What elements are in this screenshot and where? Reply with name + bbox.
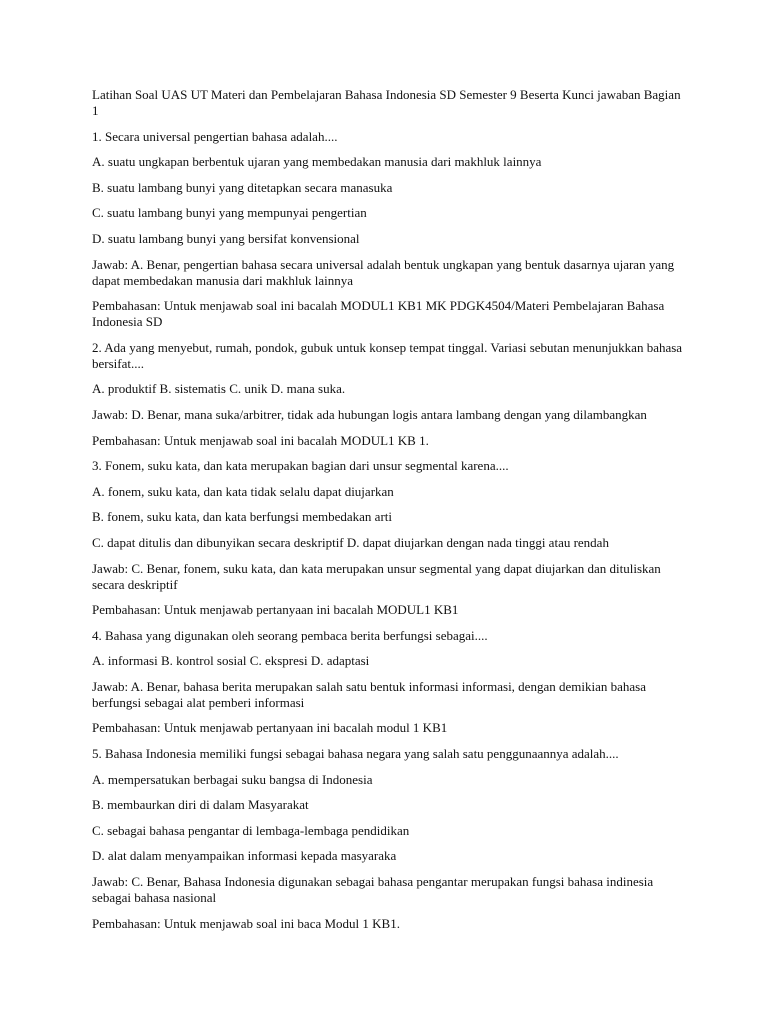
question-1-answer: Jawab: A. Benar, pengertian bahasa secara universal adalah bentuk ungkapan yang bentuk dasarnya ujaran yang dapat membedakan manusia dari makhluk lainnya xyxy=(92,256,675,288)
question-4-options: A. informasi B. kontrol sosial C. ekspresi D. adaptasi xyxy=(92,653,370,669)
question-5-option-a: A. mempersatukan berbagai suku bangsa di Indonesia xyxy=(92,771,373,787)
question-2-answer: Jawab: D. Benar, mana suka/arbitrer, tidak ada hubungan logis antara lambang dengan yang dilambangkan xyxy=(92,406,647,422)
question-3-option-b: B. fonem, suku kata, dan kata berfungsi membedakan arti xyxy=(92,509,392,525)
question-5-option-d: D. alat dalam menyampaikan informasi kepada masyaraka xyxy=(92,848,397,864)
question-4: 4. Bahasa yang digunakan oleh seorang pembaca berita berfungsi sebagai.... xyxy=(92,627,488,643)
question-1: 1. Secara universal pengertian bahasa adalah.... xyxy=(92,128,338,144)
question-3-option-c-d: C. dapat ditulis dan dibunyikan secara deskriptif D. dapat diujarkan dengan nada tinggi atau rendah xyxy=(92,534,609,550)
question-5-answer: Jawab: C. Benar, Bahasa Indonesia digunakan sebagai bahasa pengantar merupakan fungsi bahasa indinesia sebagai bahasa nasional xyxy=(92,874,654,906)
question-2-options: A. produktif B. sistematis C. unik D. mana suka. xyxy=(92,381,346,397)
question-3: 3. Fonem, suku kata, dan kata merupakan bagian dari unsur segmental karena.... xyxy=(92,458,509,474)
question-2-discussion: Pembahasan: Untuk menjawab soal ini bacalah MODUL1 KB 1. xyxy=(92,432,429,448)
document-body xyxy=(92,87,684,941)
question-5-option-b: B. membaurkan diri di dalam Masyarakat xyxy=(92,797,309,813)
question-3-answer: Jawab: C. Benar, fonem, suku kata, dan kata merupakan unsur segmental yang dapat diujarkan dan dituliskan secara deskriptif xyxy=(92,560,661,592)
question-1-option-b: B. suatu lambang bunyi yang ditetapkan secara manasuka xyxy=(92,179,393,195)
question-3-discussion: Pembahasan: Untuk menjawab pertanyaan ini bacalah MODUL1 KB1 xyxy=(92,602,459,618)
question-1-option-d: D. suatu lambang bunyi yang bersifat konvensional xyxy=(92,230,360,246)
question-4-discussion: Pembahasan: Untuk menjawab pertanyaan ini bacalah modul 1 KB1 xyxy=(92,720,448,736)
question-1-option-c: C. suatu lambang bunyi yang mempunyai pengertian xyxy=(92,205,367,221)
document-title: Latihan Soal UAS UT Materi dan Pembelajaran Bahasa Indonesia SD Semester 9 Beserta Kunci jawaban Bagian 1 xyxy=(92,87,681,118)
question-1-option-a: A. suatu ungkapan berbentuk ujaran yang membedakan manusia dari makhluk lainnya xyxy=(92,154,542,170)
question-5-option-c: C. sebagai bahasa pengantar di lembaga-lembaga pendidikan xyxy=(92,822,410,838)
question-4-answer: Jawab: A. Benar, bahasa berita merupakan salah satu bentuk informasi informasi, dengan demikian bahasa berfungsi sebagai alat pemberi informasi xyxy=(92,678,646,710)
question-5: 5. Bahasa Indonesia memiliki fungsi sebagai bahasa negara yang salah satu penggunaannya adalah.... xyxy=(92,746,619,762)
question-1-discussion: Pembahasan: Untuk menjawab soal ini bacalah MODUL1 KB1 MK PDGK4504/Materi Pembelajaran Bahasa Indonesia SD xyxy=(92,298,665,330)
question-5-discussion: Pembahasan: Untuk menjawab soal ini baca Modul 1 KB1. xyxy=(92,915,400,931)
question-2: 2. Ada yang menyebut, rumah, pondok, gubuk untuk konsep tempat tinggal. Variasi sebutan menunjukkan bahasa bersifat.... xyxy=(92,339,683,371)
question-3-option-a: A. fonem, suku kata, dan kata tidak selalu dapat diujarkan xyxy=(92,483,394,499)
